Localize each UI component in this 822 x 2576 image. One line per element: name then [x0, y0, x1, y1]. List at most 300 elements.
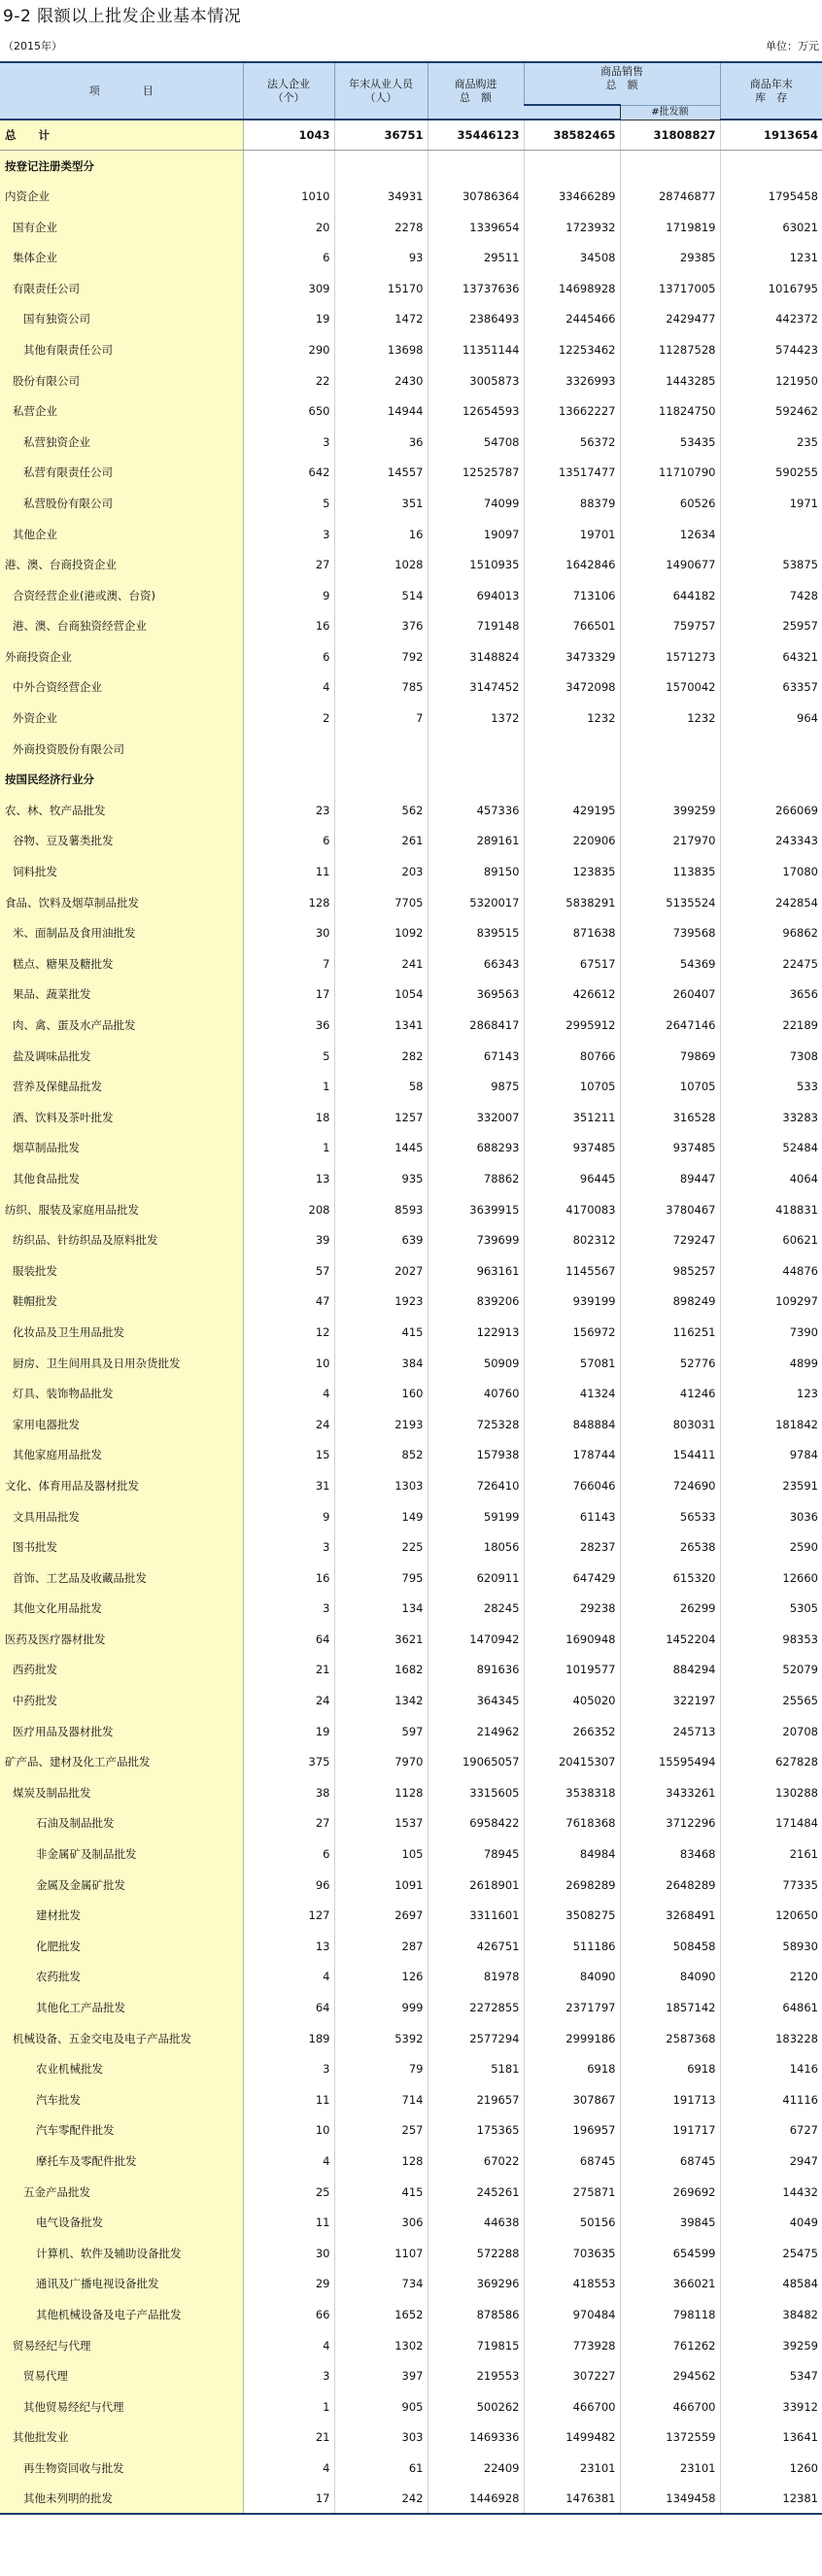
table-row	[0, 1624, 822, 1655]
cell-purchases: 78862	[428, 1163, 524, 1194]
cell-wholesale: 294562	[620, 2360, 720, 2391]
cell-legal-entities: 6	[243, 826, 334, 857]
cell-purchases: 219657	[428, 2084, 524, 2115]
cell-purchases: 35446123	[428, 120, 524, 151]
header-legal-entities-label: 法人企业 （个）	[267, 77, 310, 104]
cell-sales: 80766	[524, 1041, 620, 1072]
cell-legal-entities: 128	[243, 887, 334, 918]
cell-employees: 714	[334, 2084, 428, 2115]
cell-wholesale: 1570042	[620, 672, 720, 704]
cell-wholesale: 3712296	[620, 1808, 720, 1839]
cell-sales: 220906	[524, 826, 620, 857]
cell-wholesale: 54369	[620, 948, 720, 979]
cell-employees: 1128	[334, 1777, 428, 1808]
cell-inventory: 442372	[720, 304, 822, 335]
table-row	[0, 549, 822, 580]
table-row	[0, 1102, 822, 1133]
cell-sales	[524, 764, 620, 795]
row-item-label: 非金属矿及制品批发	[0, 1838, 243, 1870]
cell-wholesale: 28746877	[620, 181, 720, 212]
row-item-label: 果品、蔬菜批发	[0, 979, 243, 1011]
cell-legal-entities: 4	[243, 2453, 334, 2484]
cell-sales: 647429	[524, 1563, 620, 1594]
cell-legal-entities: 21	[243, 1655, 334, 1686]
row-item-label: 农、林、牧产品批发	[0, 795, 243, 826]
cell-inventory: 60621	[720, 1224, 822, 1255]
cell-wholesale: 11824750	[620, 395, 720, 427]
cell-wholesale: 322197	[620, 1685, 720, 1716]
cell-employees: 105	[334, 1838, 428, 1870]
cell-inventory: 25957	[720, 611, 822, 642]
cell-purchases: 332007	[428, 1102, 524, 1133]
cell-purchases: 44638	[428, 2207, 524, 2238]
cell-inventory: 1016795	[720, 273, 822, 304]
table-row	[0, 1716, 822, 1747]
cell-wholesale: 761262	[620, 2330, 720, 2361]
cell-employees: 261	[334, 826, 428, 857]
cell-purchases: 89150	[428, 856, 524, 887]
table-row	[0, 1777, 822, 1808]
cell-legal-entities: 642	[243, 458, 334, 489]
cell-sales: 937485	[524, 1133, 620, 1164]
table-row	[0, 1133, 822, 1164]
cell-employees: 58	[334, 1071, 428, 1102]
cell-wholesale: 56533	[620, 1501, 720, 1532]
row-item-label: 营养及保健品批发	[0, 1071, 243, 1102]
cell-wholesale: 1443285	[620, 365, 720, 396]
table-row	[0, 2053, 822, 2084]
row-item-label: 盐及调味品批发	[0, 1041, 243, 1072]
cell-inventory: 3036	[720, 1501, 822, 1532]
cell-employees	[334, 151, 428, 182]
cell-wholesale: 41246	[620, 1378, 720, 1409]
cell-purchases: 3147452	[428, 672, 524, 704]
cell-sales: 1232	[524, 703, 620, 734]
cell-employees: 13698	[334, 334, 428, 365]
table-row	[0, 2207, 822, 2238]
cell-wholesale: 260407	[620, 979, 720, 1011]
table-row	[0, 1440, 822, 1471]
cell-legal-entities: 2	[243, 703, 334, 734]
cell-legal-entities: 9	[243, 1501, 334, 1532]
cell-inventory: 4064	[720, 1163, 822, 1194]
cell-wholesale: 29385	[620, 242, 720, 273]
cell-legal-entities: 208	[243, 1194, 334, 1225]
cell-wholesale: 803031	[620, 1409, 720, 1440]
cell-wholesale: 245713	[620, 1716, 720, 1747]
cell-legal-entities: 189	[243, 2023, 334, 2054]
cell-wholesale: 31808827	[620, 120, 720, 151]
cell-legal-entities: 309	[243, 273, 334, 304]
cell-employees: 7705	[334, 887, 428, 918]
cell-inventory: 1971	[720, 488, 822, 519]
cell-purchases: 2868417	[428, 1010, 524, 1041]
cell-wholesale: 3780467	[620, 1194, 720, 1225]
cell-sales: 61143	[524, 1501, 620, 1532]
table-row	[0, 1931, 822, 1962]
cell-sales: 196957	[524, 2115, 620, 2147]
cell-inventory: 4899	[720, 1348, 822, 1379]
cell-inventory: 2120	[720, 1962, 822, 1993]
cell-legal-entities: 4	[243, 2146, 334, 2177]
cell-employees: 128	[334, 2146, 428, 2177]
table-row	[0, 2023, 822, 2054]
cell-legal-entities: 3	[243, 1531, 334, 1563]
cell-inventory	[720, 764, 822, 795]
cell-employees: 2697	[334, 1900, 428, 1931]
cell-employees: 160	[334, 1378, 428, 1409]
cell-employees: 257	[334, 2115, 428, 2147]
table-row	[0, 887, 822, 918]
table-row	[0, 181, 822, 212]
cell-inventory	[720, 151, 822, 182]
cell-wholesale: 83468	[620, 1838, 720, 1870]
cell-sales: 13517477	[524, 458, 620, 489]
cell-wholesale: 2587368	[620, 2023, 720, 2054]
row-item-label: 外资企业	[0, 703, 243, 734]
cell-wholesale: 1349458	[620, 2484, 720, 2515]
cell-purchases: 1469336	[428, 2422, 524, 2454]
cell-legal-entities	[243, 151, 334, 182]
row-item-label: 私营股份有限公司	[0, 488, 243, 519]
table-row	[0, 2330, 822, 2361]
row-item-label: 其他未列明的批发	[0, 2484, 243, 2515]
header-legal-entities	[243, 62, 334, 120]
header-employees	[334, 62, 428, 120]
cell-wholesale: 508458	[620, 1931, 720, 1962]
cell-purchases: 369296	[428, 2269, 524, 2300]
cell-employees: 79	[334, 2053, 428, 2084]
cell-purchases: 245261	[428, 2177, 524, 2208]
cell-legal-entities	[243, 764, 334, 795]
cell-legal-entities: 5	[243, 488, 334, 519]
cell-purchases	[428, 151, 524, 182]
cell-inventory: 33283	[720, 1102, 822, 1133]
cell-purchases: 1372	[428, 703, 524, 734]
cell-sales: 84090	[524, 1962, 620, 1993]
cell-sales: 511186	[524, 1931, 620, 1962]
cell-employees: 1652	[334, 2299, 428, 2330]
row-item-label: 国有企业	[0, 212, 243, 243]
cell-sales: 34508	[524, 242, 620, 273]
cell-employees: 1445	[334, 1133, 428, 1164]
cell-purchases: 219553	[428, 2360, 524, 2391]
row-item-label: 其他批发业	[0, 2422, 243, 2454]
row-item-label: 化妆品及卫生用品批发	[0, 1317, 243, 1348]
table-row	[0, 427, 822, 458]
cell-employees: 16	[334, 519, 428, 550]
cell-sales: 178744	[524, 1440, 620, 1471]
cell-sales: 266352	[524, 1716, 620, 1747]
cell-legal-entities: 30	[243, 2238, 334, 2269]
cell-legal-entities: 16	[243, 611, 334, 642]
cell-wholesale: 269692	[620, 2177, 720, 2208]
row-item-label: 电气设备批发	[0, 2207, 243, 2238]
cell-inventory: 181842	[720, 1409, 822, 1440]
cell-legal-entities: 18	[243, 1102, 334, 1133]
cell-inventory: 53875	[720, 549, 822, 580]
row-item-label: 家用电器批发	[0, 1409, 243, 1440]
row-item-label: 医药及医疗器材批发	[0, 1624, 243, 1655]
cell-legal-entities: 3	[243, 427, 334, 458]
cell-employees: 1303	[334, 1470, 428, 1501]
table-row	[0, 2422, 822, 2454]
row-item-label: 农业机械批发	[0, 2053, 243, 2084]
cell-sales: 429195	[524, 795, 620, 826]
row-item-label: 通讯及广播电视设备批发	[0, 2269, 243, 2300]
table-row	[0, 611, 822, 642]
row-item-label: 外商投资企业	[0, 641, 243, 672]
cell-wholesale: 191717	[620, 2115, 720, 2147]
table-row	[0, 580, 822, 611]
table-row	[0, 2177, 822, 2208]
cell-inventory: 171484	[720, 1808, 822, 1839]
cell-wholesale: 68745	[620, 2146, 720, 2177]
cell-wholesale: 2648289	[620, 1870, 720, 1901]
cell-sales: 2371797	[524, 1992, 620, 2023]
row-item-label: 灯具、装饰物品批发	[0, 1378, 243, 1409]
cell-purchases: 67143	[428, 1041, 524, 1072]
table-row	[0, 458, 822, 489]
cell-employees	[334, 734, 428, 765]
cell-inventory: 52484	[720, 1133, 822, 1164]
cell-wholesale: 5135524	[620, 887, 720, 918]
cell-sales: 6918	[524, 2053, 620, 2084]
cell-purchases: 5320017	[428, 887, 524, 918]
cell-legal-entities: 11	[243, 2207, 334, 2238]
cell-purchases: 2618901	[428, 1870, 524, 1901]
row-item-label: 合资经营企业(港或澳、台资)	[0, 580, 243, 611]
cell-employees: 1342	[334, 1685, 428, 1716]
cell-sales: 10705	[524, 1071, 620, 1102]
cell-purchases: 839515	[428, 917, 524, 948]
row-item-label: 贸易经纪与代理	[0, 2330, 243, 2361]
cell-legal-entities: 19	[243, 304, 334, 335]
cell-inventory: 63021	[720, 212, 822, 243]
cell-purchases: 59199	[428, 1501, 524, 1532]
table-row	[0, 242, 822, 273]
table-row	[0, 2299, 822, 2330]
cell-legal-entities: 57	[243, 1255, 334, 1287]
cell-wholesale: 366021	[620, 2269, 720, 2300]
cell-employees: 935	[334, 1163, 428, 1194]
cell-wholesale: 644182	[620, 580, 720, 611]
cell-inventory: 64321	[720, 641, 822, 672]
table-row	[0, 1071, 822, 1102]
cell-sales: 4170083	[524, 1194, 620, 1225]
cell-purchases: 839206	[428, 1287, 524, 1318]
cell-employees: 1302	[334, 2330, 428, 2361]
cell-inventory: 33912	[720, 2391, 822, 2422]
cell-sales: 1145567	[524, 1255, 620, 1287]
cell-inventory	[720, 734, 822, 765]
cell-legal-entities: 16	[243, 1563, 334, 1594]
cell-wholesale: 79869	[620, 1041, 720, 1072]
header-sales-label: 商品销售 总 额	[600, 65, 643, 91]
table-row	[0, 1409, 822, 1440]
table-row	[0, 365, 822, 396]
cell-purchases: 67022	[428, 2146, 524, 2177]
row-item-label: 化肥批发	[0, 1931, 243, 1962]
table-row	[0, 1563, 822, 1594]
cell-legal-entities: 19	[243, 1716, 334, 1747]
row-item-label: 煤炭及制品批发	[0, 1777, 243, 1808]
cell-sales: 57081	[524, 1348, 620, 1379]
table-row	[0, 2238, 822, 2269]
cell-employees: 34931	[334, 181, 428, 212]
cell-sales: 13662227	[524, 395, 620, 427]
table-row	[0, 1224, 822, 1255]
cell-sales: 14698928	[524, 273, 620, 304]
row-item-label: 糕点、糖果及糖批发	[0, 948, 243, 979]
cell-employees	[334, 764, 428, 795]
cell-legal-entities: 17	[243, 979, 334, 1011]
row-item-label: 烟草制品批发	[0, 1133, 243, 1164]
cell-sales: 23101	[524, 2453, 620, 2484]
cell-purchases: 426751	[428, 1931, 524, 1962]
cell-purchases: 688293	[428, 1133, 524, 1164]
cell-legal-entities: 13	[243, 1163, 334, 1194]
cell-wholesale: 113835	[620, 856, 720, 887]
cell-purchases: 1339654	[428, 212, 524, 243]
cell-wholesale: 26538	[620, 1531, 720, 1563]
cell-wholesale: 52776	[620, 1348, 720, 1379]
row-item-label: 西药批发	[0, 1655, 243, 1686]
cell-wholesale: 23101	[620, 2453, 720, 2484]
table-row	[0, 734, 822, 765]
cell-wholesale: 798118	[620, 2299, 720, 2330]
cell-inventory	[720, 519, 822, 550]
cell-purchases: 878586	[428, 2299, 524, 2330]
row-item-label: 国有独资公司	[0, 304, 243, 335]
row-item-label: 贸易代理	[0, 2360, 243, 2391]
cell-purchases: 719815	[428, 2330, 524, 2361]
cell-wholesale: 10705	[620, 1071, 720, 1102]
cell-purchases: 369563	[428, 979, 524, 1011]
table-row	[0, 641, 822, 672]
row-item-label: 米、面制品及食用油批发	[0, 917, 243, 948]
cell-wholesale: 1857142	[620, 1992, 720, 2023]
cell-sales	[524, 734, 620, 765]
cell-legal-entities: 6	[243, 641, 334, 672]
cell-sales: 2995912	[524, 1010, 620, 1041]
cell-purchases: 719148	[428, 611, 524, 642]
cell-wholesale: 1490677	[620, 549, 720, 580]
header-sales	[524, 62, 720, 105]
cell-legal-entities: 127	[243, 1900, 334, 1931]
cell-inventory: 533	[720, 1071, 822, 1102]
cell-legal-entities: 11	[243, 856, 334, 887]
cell-wholesale: 615320	[620, 1563, 720, 1594]
cell-inventory: 5347	[720, 2360, 822, 2391]
table-row	[0, 2269, 822, 2300]
cell-purchases: 122913	[428, 1317, 524, 1348]
cell-employees: 785	[334, 672, 428, 704]
cell-legal-entities: 4	[243, 1378, 334, 1409]
cell-wholesale: 60526	[620, 488, 720, 519]
cell-wholesale: 724690	[620, 1470, 720, 1501]
cell-legal-entities: 66	[243, 2299, 334, 2330]
cell-wholesale: 884294	[620, 1655, 720, 1686]
cell-sales: 2445466	[524, 304, 620, 335]
table-row	[0, 948, 822, 979]
cell-sales: 466700	[524, 2391, 620, 2422]
cell-purchases: 54708	[428, 427, 524, 458]
cell-wholesale: 12634	[620, 519, 720, 550]
cell-employees: 15170	[334, 273, 428, 304]
table-row	[0, 1655, 822, 1686]
cell-inventory: 590255	[720, 458, 822, 489]
table-row	[0, 304, 822, 335]
cell-inventory: 7390	[720, 1317, 822, 1348]
cell-sales: 802312	[524, 1224, 620, 1255]
row-item-label: 私营企业	[0, 395, 243, 427]
cell-sales: 41324	[524, 1378, 620, 1409]
cell-legal-entities: 27	[243, 549, 334, 580]
cell-sales: 871638	[524, 917, 620, 948]
cell-sales: 84984	[524, 1838, 620, 1870]
table-row	[0, 1594, 822, 1625]
page-title: 9-2 限额以上批发企业基本情况	[3, 7, 242, 26]
cell-wholesale: 399259	[620, 795, 720, 826]
cell-sales: 713106	[524, 580, 620, 611]
cell-wholesale: 15595494	[620, 1746, 720, 1777]
cell-legal-entities: 21	[243, 2422, 334, 2454]
row-item-label: 厨房、卫生间用具及日用杂货批发	[0, 1348, 243, 1379]
cell-wholesale: 11710790	[620, 458, 720, 489]
cell-sales: 3473329	[524, 641, 620, 672]
cell-employees: 3621	[334, 1624, 428, 1655]
cell-legal-entities: 11	[243, 2084, 334, 2115]
row-item-label: 股份有限公司	[0, 365, 243, 396]
cell-inventory: 1795458	[720, 181, 822, 212]
cell-wholesale: 84090	[620, 1962, 720, 1993]
row-item-label: 港、澳、台商独资经营企业	[0, 611, 243, 642]
cell-inventory: 592462	[720, 395, 822, 427]
header-item: 项 目	[0, 62, 243, 120]
header-inventory	[720, 62, 822, 120]
cell-legal-entities: 7	[243, 948, 334, 979]
cell-sales: 96445	[524, 1163, 620, 1194]
row-item-label: 其他贸易经纪与代理	[0, 2391, 243, 2422]
cell-inventory: 5305	[720, 1594, 822, 1625]
row-item-label: 有限责任公司	[0, 273, 243, 304]
cell-purchases: 2386493	[428, 304, 524, 335]
cell-employees: 287	[334, 1931, 428, 1962]
cell-inventory: 12381	[720, 2484, 822, 2515]
cell-sales: 275871	[524, 2177, 620, 2208]
cell-purchases: 3639915	[428, 1194, 524, 1225]
cell-inventory: 77335	[720, 1870, 822, 1901]
cell-sales: 88379	[524, 488, 620, 519]
row-item-label: 汽车零配件批发	[0, 2115, 243, 2147]
cell-legal-entities: 10	[243, 2115, 334, 2147]
cell-legal-entities: 24	[243, 1409, 334, 1440]
table-row	[0, 1317, 822, 1348]
cell-inventory: 2161	[720, 1838, 822, 1870]
cell-purchases	[428, 734, 524, 765]
cell-sales: 2999186	[524, 2023, 620, 2054]
table-row	[0, 1255, 822, 1287]
table-row	[0, 334, 822, 365]
row-item-label: 纺织、服装及家庭用品批发	[0, 1194, 243, 1225]
table-row	[0, 1501, 822, 1532]
cell-employees: 2193	[334, 1409, 428, 1440]
cell-legal-entities: 10	[243, 1348, 334, 1379]
cell-inventory: 12660	[720, 1563, 822, 1594]
cell-sales: 7618368	[524, 1808, 620, 1839]
cell-inventory: 6727	[720, 2115, 822, 2147]
